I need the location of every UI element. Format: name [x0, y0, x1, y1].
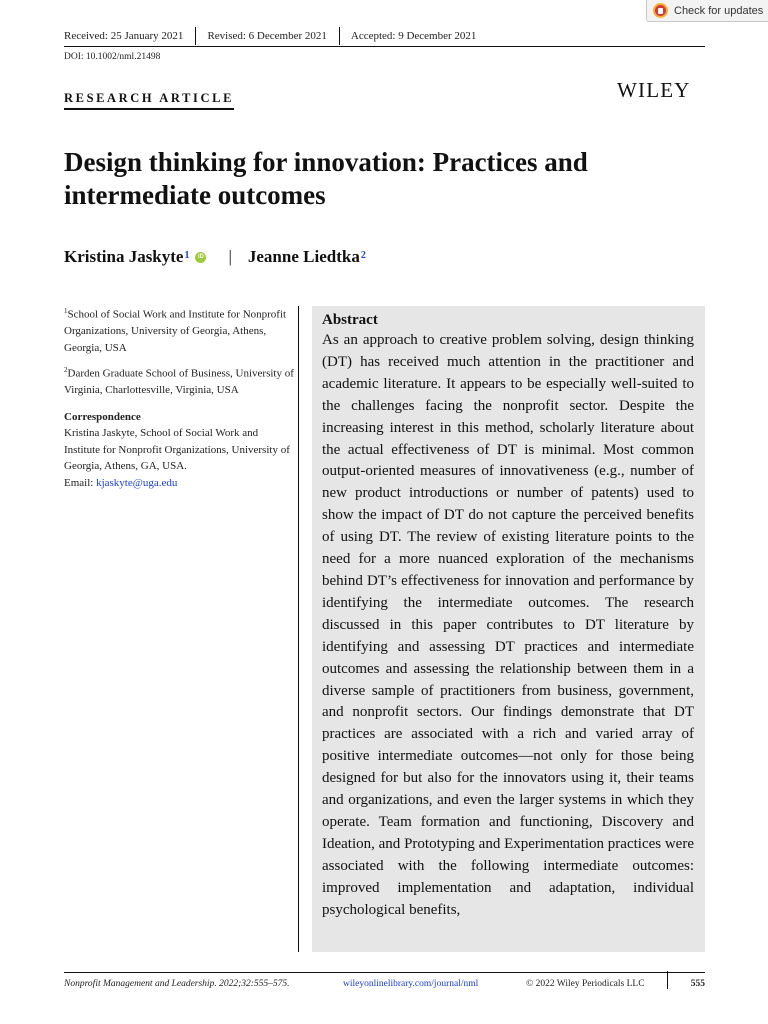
- affiliation-item: [64, 362, 296, 399]
- orcid-icon[interactable]: iD: [195, 252, 206, 263]
- author-name[interactable]: Jeanne Liedtka: [247, 247, 360, 266]
- abstract-panel: [312, 306, 705, 952]
- footer-journal-link[interactable]: wileyonlinelibrary.com/journal/nml: [343, 979, 479, 989]
- revised-date: Revised: 6 December 2021: [207, 30, 327, 42]
- correspondence-email: [64, 475, 296, 492]
- email-link[interactable]: kjaskyte@uga.edu: [96, 476, 178, 489]
- author-affiliation-ref[interactable]: 1: [184, 249, 190, 261]
- affiliation-number: 1: [64, 307, 68, 315]
- accepted-date: Accepted: 9 December 2021: [350, 30, 477, 42]
- footer-journal-citation: Nonprofit Management and Leadership. 2022;32:555–575.: [64, 979, 290, 989]
- affiliation-item: [64, 303, 296, 356]
- footer-copyright: © 2022 Wiley Periodicals LLC: [526, 979, 645, 989]
- affiliation-text: Darden Graduate School of Business, University of Virginia, Charlottesville, Virginia, USA: [64, 367, 294, 397]
- received-date: Received: 25 January 2021: [64, 30, 184, 42]
- author-affiliation-ref[interactable]: 2: [360, 249, 366, 261]
- page-number: 555: [690, 979, 705, 989]
- footer-divider: [667, 971, 668, 989]
- author-separator: |: [228, 247, 232, 266]
- email-label: Email:: [64, 476, 97, 489]
- page-footer: [64, 979, 705, 993]
- author-name[interactable]: Kristina Jaskyte: [64, 247, 184, 266]
- check-for-updates-label: Check for updates: [674, 4, 764, 17]
- article-title: Design thinking for innovation: Practices and intermediate outcomes: [64, 147, 588, 210]
- correspondence-text: Kristina Jaskyte, School of Social Work and Institute for Nonprofit Organizations, University of Georgia, Athens, GA, USA.: [64, 427, 290, 473]
- check-for-updates-button[interactable]: [646, 0, 768, 22]
- affiliation-number: 2: [64, 366, 68, 375]
- doi: DOI: 10.1002/nml.21498: [64, 52, 161, 62]
- abstract-text: As an approach to creative problem solving, design thinking (DT) has received much attention in the practitioner and academic literature. It appears to be especially well-suited to the challenges facing the nonprofit sector. Despite the increasing interest in this method, scholarly literature about the actual effectiveness of DT is minimal. Most common output-oriented measures of innovativeness (e.g., number of new product introductions or number of patents) used to show the impact of DT do not capture the perceived benefits of using DT. The review of existing literature points to the need for a more nuanced exploration of the mechanisms behind DT’s effectiveness for innovation and performance by identifying the intermediate outcomes. The research discussed in this paper contributes to DT literature by identifying and assessing DT practices and intermediate outcomes and assessing the relationship between them in a diverse sample of practitioners from business, government, and nonprofit sectors. Our findings demonstrate that DT practices are associated with a rich and varied array of positive intermediate outcomes—not only for those being designed for but also for the innovators using it, their teams and organizations, and even the larger systems in which they operate. Team formation and functioning, Discovery and Ideation, and Prototyping and Experimentation practices were associated with the following intermediate outcomes: improved implementation and adaptation, individual psychological benefits,: [322, 332, 694, 918]
- check-updates-icon: [653, 3, 668, 18]
- footer-rule: [64, 972, 705, 973]
- affiliations: [64, 303, 296, 491]
- abstract-heading: Abstract: [322, 312, 378, 328]
- correspondence-heading: Correspondence: [64, 410, 141, 423]
- affiliation-text: School of Social Work and Institute for Nonprofit Organizations, University of Georgia, Athens, Georgia, USA: [64, 308, 287, 354]
- article-type-label: RESEARCH ARTICLE: [64, 91, 234, 110]
- header-rule: [64, 46, 705, 47]
- date-divider: [195, 27, 196, 45]
- abstract-divider: [298, 306, 299, 952]
- publisher-logo: WILEY: [617, 78, 691, 102]
- date-divider: [339, 27, 340, 45]
- author-list: [64, 247, 366, 267]
